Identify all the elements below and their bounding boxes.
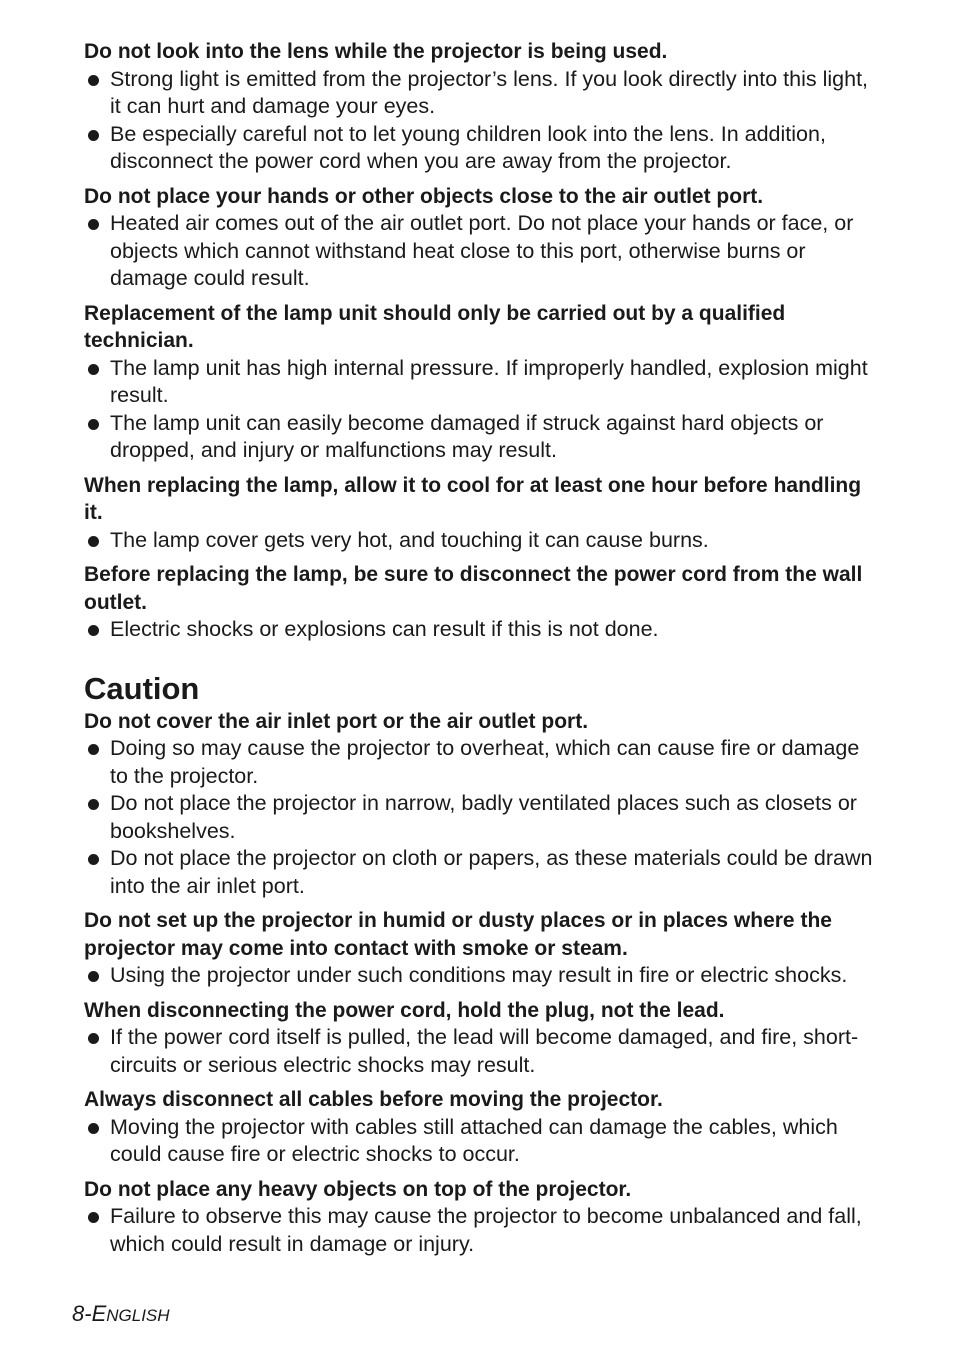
instruction-heading: Do not place any heavy objects on top of the projector. — [84, 1177, 632, 1201]
instruction-block — [84, 300, 874, 465]
bullet-text: The lamp cover gets very hot, and touching it can cause burns. — [110, 527, 709, 552]
bullet-dot-icon — [88, 419, 99, 430]
bullet-item — [84, 66, 874, 121]
bullet-dot-icon — [88, 219, 99, 230]
instruction-block — [84, 1086, 874, 1169]
bullet-dot-icon — [88, 364, 99, 375]
bullet-item — [84, 1024, 874, 1079]
bullet-text: Do not place the projector in narrow, badly ventilated places such as closets or bookshelves. — [110, 791, 857, 843]
instruction-block — [84, 997, 874, 1080]
instruction-block — [84, 907, 874, 990]
bullet-item — [84, 1203, 874, 1258]
bullet-list — [84, 355, 874, 465]
bullet-item — [84, 355, 874, 410]
bullet-item — [84, 410, 874, 465]
bullet-item — [84, 210, 874, 293]
instruction-heading: Replacement of the lamp unit should only be carried out by a qualified technician. — [84, 301, 786, 352]
page-footer — [72, 1300, 170, 1330]
manual-page — [84, 38, 874, 1258]
bullet-dot-icon — [88, 75, 99, 86]
bullet-dot-icon — [88, 1212, 99, 1223]
bullet-text: Moving the projector with cables still attached can damage the cables, which could cause fire or electric shocks to occur. — [110, 1114, 838, 1166]
bullet-list — [84, 527, 874, 555]
instruction-block — [84, 472, 874, 555]
bullet-item — [84, 1114, 874, 1169]
instruction-block — [84, 708, 874, 901]
language-initial: E — [91, 1301, 107, 1326]
bullet-item — [84, 616, 874, 644]
bullet-text: Doing so may cause the projector to overheat, which can cause fire or damage to the projector. — [110, 736, 860, 788]
warnings-section — [84, 38, 874, 644]
bullet-item — [84, 790, 874, 845]
bullet-dot-icon — [88, 625, 99, 636]
instruction-heading: Do not cover the air inlet port or the air outlet port. — [84, 709, 589, 733]
instruction-block — [84, 38, 874, 176]
bullet-list — [84, 1114, 874, 1169]
instruction-block — [84, 1176, 874, 1259]
instruction-heading: When replacing the lamp, allow it to cool for at least one hour before handling it. — [84, 473, 862, 524]
bullet-text: Be especially careful not to let young children look into the lens. In addition, disconnect the power cord when you are away from the projector. — [110, 121, 826, 173]
bullet-text: Failure to observe this may cause the projector to become unbalanced and fall, which could result in damage or injury. — [110, 1204, 862, 1256]
bullet-dot-icon — [88, 854, 99, 865]
bullet-text: Electric shocks or explosions can result if this is not done. — [110, 617, 659, 641]
instruction-heading: Before replacing the lamp, be sure to disconnect the power cord from the wall outlet. — [84, 563, 863, 614]
bullet-text: Strong light is emitted from the projector’s lens. If you look directly into this light, it can hurt and damage your eyes. — [110, 66, 869, 118]
bullet-item — [84, 527, 874, 555]
language-rest: NGLISH — [106, 1306, 170, 1325]
instruction-heading: Do not set up the projector in humid or dusty places or in places where the projector may come into contact with smoke or steam. — [84, 909, 832, 960]
bullet-dot-icon — [88, 536, 99, 547]
bullet-dot-icon — [88, 799, 99, 810]
bullet-dot-icon — [88, 1123, 99, 1134]
instruction-heading: Always disconnect all cables before moving the projector. — [84, 1088, 663, 1111]
bullet-list — [84, 1203, 874, 1258]
bullet-list — [84, 210, 874, 293]
bullet-list — [84, 616, 874, 644]
bullet-item — [84, 735, 874, 790]
bullet-dot-icon — [88, 744, 99, 755]
instruction-block — [84, 561, 874, 644]
instruction-heading: Do not place your hands or other objects close to the air outlet port. — [84, 184, 764, 208]
instruction-block — [84, 183, 874, 293]
bullet-list — [84, 66, 874, 176]
caution-title: Caution — [84, 670, 200, 706]
bullet-dot-icon — [88, 971, 99, 982]
page-number: 8- — [72, 1301, 92, 1326]
bullet-text: Heated air comes out of the air outlet port. Do not place your hands or face, or objects which cannot withstand heat close to this port, otherwise burns or damage could result. — [110, 211, 854, 290]
bullet-list — [84, 962, 874, 990]
bullet-item — [84, 962, 874, 990]
bullet-text: The lamp unit has high internal pressure. If improperly handled, explosion might result. — [110, 355, 868, 407]
bullet-text: If the power cord itself is pulled, the lead will become damaged, and fire, short-circuits or serious electric shocks may result. — [110, 1025, 859, 1077]
bullet-text: Using the projector under such conditions may result in fire or electric shocks. — [110, 963, 848, 987]
bullet-item — [84, 845, 874, 900]
bullet-item — [84, 121, 874, 176]
bullet-dot-icon — [88, 130, 99, 141]
instruction-heading: When disconnecting the power cord, hold the plug, not the lead. — [84, 998, 725, 1022]
bullet-list — [84, 735, 874, 900]
bullet-list — [84, 1024, 874, 1079]
instruction-heading: Do not look into the lens while the projector is being used. — [84, 40, 668, 63]
cautions-section — [84, 708, 874, 1259]
bullet-text: Do not place the projector on cloth or papers, as these materials could be drawn into the air inlet port. — [110, 846, 873, 898]
bullet-dot-icon — [88, 1033, 99, 1044]
bullet-text: The lamp unit can easily become damaged if struck against hard objects or dropped, and injury or malfunctions may result. — [110, 410, 824, 462]
